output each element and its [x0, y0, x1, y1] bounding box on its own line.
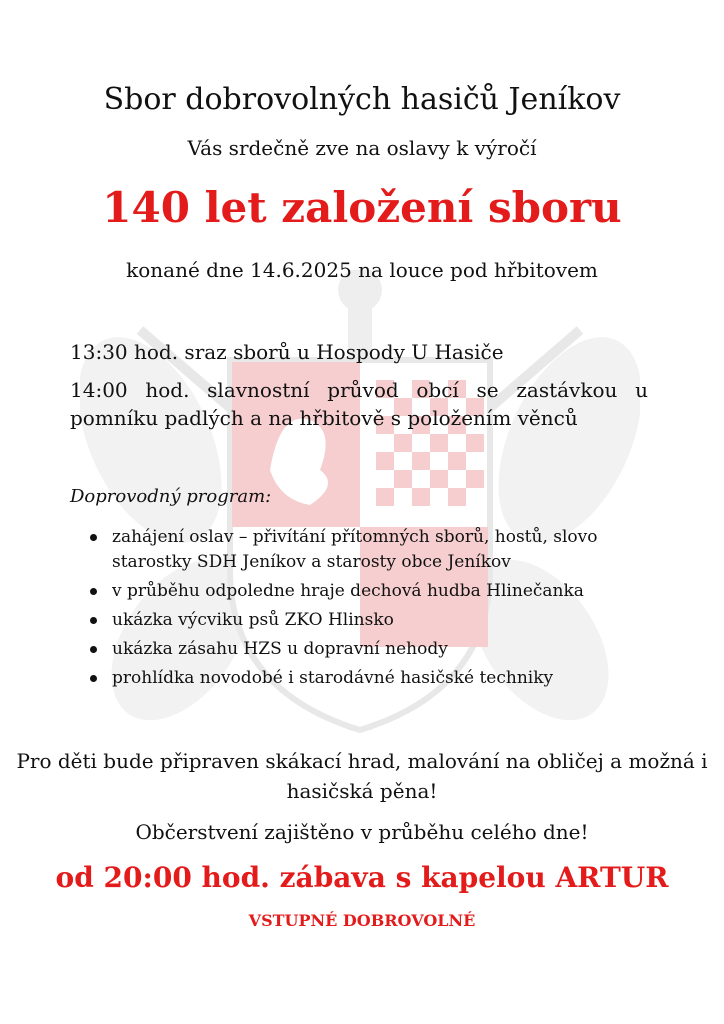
bullet-icon [90, 588, 97, 595]
program-item-text: ukázka zásahu HZS u dopravní nehody [112, 639, 448, 659]
kids-activities: Pro děti bude připraven skákací hrad, malování na obličej a možná i hasičská pěna! [16, 749, 708, 803]
program-item-text: prohlídka novodobé i starodávné hasičské techniky [112, 668, 554, 688]
program-item-text: zahájení oslav – přivítání přítomných sborů, hostů, slovo starostky SDH Jeníkov a starosty obce Jeníkov [112, 527, 598, 572]
program-title: Doprovodný program: [70, 486, 272, 507]
bullet-icon [90, 534, 97, 541]
bullet-icon [90, 675, 97, 682]
bullet-icon [90, 646, 97, 653]
invitation-text: Vás srdečně zve na oslavy k výročí [187, 136, 537, 160]
entry-fee-note: VSTUPNÉ DOBROVOLNÉ [248, 911, 476, 930]
schedule-item-2: 14:00 hod. slavnostní průvod obcí se zastávkou u pomníku padlých a na hřbitově s položením věnců [70, 378, 648, 430]
program-list [88, 525, 653, 695]
list-item [88, 637, 653, 662]
list-item [88, 525, 653, 575]
list-item [88, 666, 653, 691]
evening-party: od 20:00 hod. zábava s kapelou ARTUR [55, 861, 669, 894]
schedule-item-1: 13:30 hod. sraz sborů u Hospody U Hasiče [70, 340, 504, 364]
poster-title: Sbor dobrovolných hasičů Jeníkov [103, 82, 621, 117]
program-item-text: v průběhu odpoledne hraje dechová hudba Hlinečanka [112, 581, 584, 601]
program-item-text: ukázka výcviku psů ZKO Hlinsko [112, 610, 394, 630]
anniversary-headline: 140 let založení sboru [102, 183, 622, 232]
refreshments-note: Občerstvení zajištěno v průběhu celého dne! [135, 820, 589, 844]
event-date: konané dne 14.6.2025 na louce pod hřbitovem [126, 258, 598, 282]
list-item [88, 608, 653, 633]
list-item [88, 579, 653, 604]
bullet-icon [90, 617, 97, 624]
